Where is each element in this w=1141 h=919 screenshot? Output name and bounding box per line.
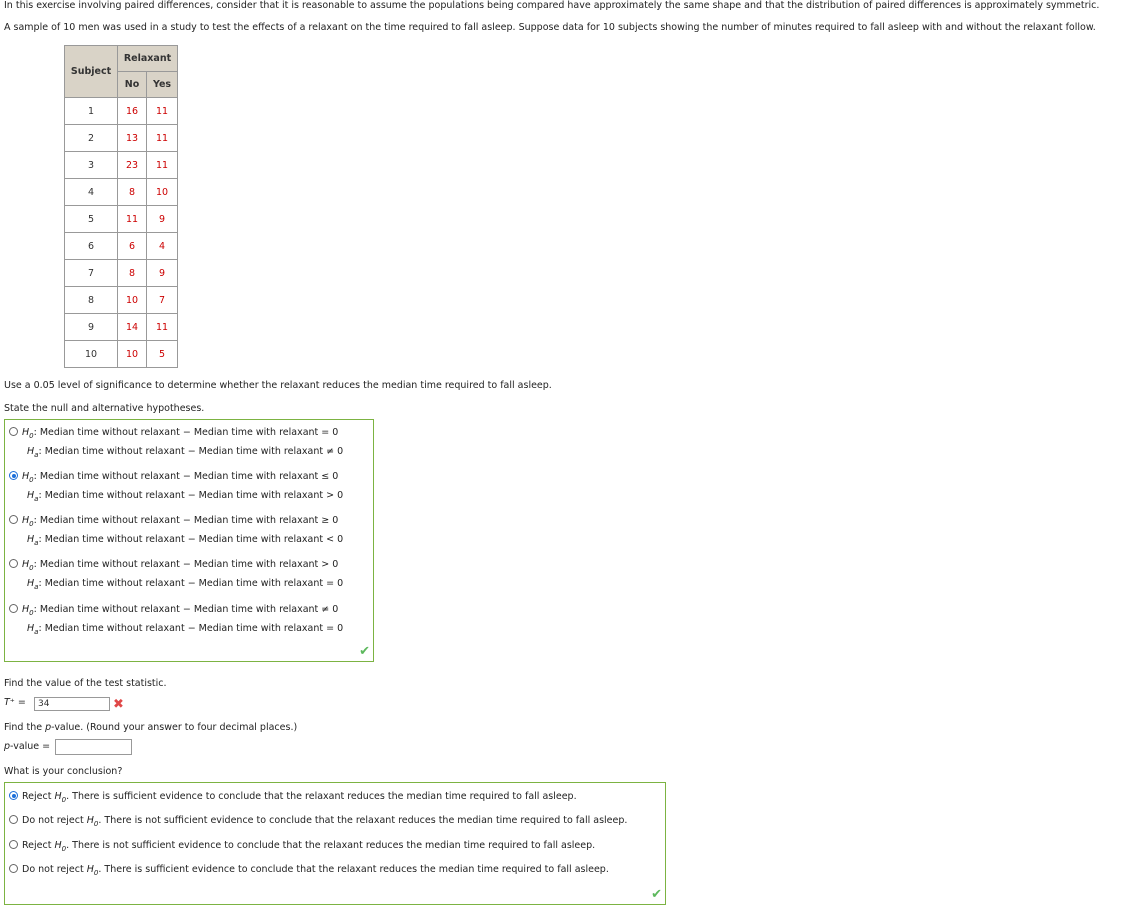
no-value-cell: 13 [118, 125, 147, 152]
cross-icon: ✖ [113, 697, 124, 712]
test-statistic-label [4, 697, 26, 708]
test-statistic-input[interactable]: 34 [34, 697, 110, 711]
no-value-cell: 16 [118, 98, 147, 125]
conclusion-prompt: What is your conclusion? [4, 766, 123, 777]
conclusion-action: Reject [22, 840, 52, 851]
radio-button[interactable] [9, 515, 18, 524]
h0-symbol: $H_0$ [22, 559, 34, 572]
alternative-line: $H_a$: Median time without relaxant − Median time with relaxant ≠ 0 [27, 446, 344, 459]
p-value-label-italic: p [4, 741, 11, 752]
p-value-label-post: -value = [10, 741, 51, 752]
ha-statement: Median time without relaxant − Median time with relaxant < 0 [44, 534, 344, 545]
yes-value-cell: 7 [147, 287, 178, 314]
yes-value-cell: 11 [147, 314, 178, 341]
no-value-cell: 23 [118, 152, 147, 179]
h0-symbol: $H_0$ [54, 791, 67, 804]
table-row [65, 314, 178, 341]
conclusion-text: There is not sufficient evidence to conclude that the relaxant reduces the median time required to fall asleep. [104, 815, 628, 826]
h0-symbol: $H_0$ [22, 604, 34, 617]
ha-statement: Median time without relaxant − Median time with relaxant = 0 [44, 623, 344, 634]
h0-symbol: $H_0$ [22, 515, 34, 528]
radio-button[interactable] [9, 791, 18, 800]
hypotheses-answer-box [4, 419, 374, 662]
h0-statement: Median time without relaxant − Median time with relaxant = 0 [39, 427, 339, 438]
table-row [65, 260, 178, 287]
yes-value-cell: 9 [147, 206, 178, 233]
conclusion-text: There is sufficient evidence to conclude that the relaxant reduces the median time required to fall asleep. [104, 864, 609, 875]
p-value-prompt-italic: p [45, 722, 52, 733]
intro-line-1: In this exercise involving paired differences, consider that it is reasonable to assume the populations being compared have approximately the same shape and that the distribution of paired differences is approximately symmetric. [4, 0, 1100, 11]
h0-statement: Median time without relaxant − Median time with relaxant ≥ 0 [39, 515, 339, 526]
h0-symbol: $H_0$ [86, 864, 99, 877]
no-value-cell: 10 [118, 287, 147, 314]
test-statistic-prompt: Find the value of the test statistic. [4, 678, 167, 689]
h0-statement: Median time without relaxant − Median time with relaxant ≠ 0 [39, 604, 339, 615]
alternative-line: $H_a$: Median time without relaxant − Median time with relaxant = 0 [27, 623, 344, 636]
yes-header: Yes [147, 72, 178, 98]
radio-button[interactable] [9, 471, 18, 480]
p-value-prompt [4, 722, 297, 733]
radio-button[interactable] [9, 427, 18, 436]
radio-button[interactable] [9, 864, 18, 873]
subject-header: Subject [65, 46, 118, 98]
p-value-label [4, 741, 50, 752]
h0-statement: Median time without relaxant − Median time with relaxant ≤ 0 [39, 471, 339, 482]
conclusion-action: Do not reject [22, 864, 84, 875]
table-body [65, 98, 178, 368]
ha-statement: Median time without relaxant − Median time with relaxant ≠ 0 [44, 446, 344, 457]
yes-value-cell: 5 [147, 341, 178, 368]
no-value-cell: 10 [118, 341, 147, 368]
ha-symbol: $H_a$ [27, 578, 39, 591]
test-statistic-symbol: T⁺ = [4, 697, 26, 708]
ha-symbol: $H_a$ [27, 623, 39, 636]
alternative-line: $H_a$: Median time without relaxant − Median time with relaxant = 0 [27, 578, 344, 591]
yes-value-cell: 11 [147, 152, 178, 179]
ha-symbol: $H_a$ [27, 490, 39, 503]
intro-line-2: A sample of 10 men was used in a study to test the effects of a relaxant on the time required to fall asleep. Suppose data for 10 subjects showing the number of minutes required to fall asleep with and without the relaxant follow. [4, 22, 1096, 33]
p-value-prompt-post: -value. (Round your answer to four decimal places.) [51, 722, 298, 733]
conclusion-option[interactable]: Do not reject $H_0$. There is not sufficient evidence to conclude that the relaxant reduces the median time required to fall asleep. [9, 815, 627, 828]
h0-statement: Median time without relaxant − Median time with relaxant > 0 [39, 559, 339, 570]
ha-statement: Median time without relaxant − Median time with relaxant = 0 [44, 578, 344, 589]
conclusion-answer-box [4, 782, 666, 905]
radio-button[interactable] [9, 559, 18, 568]
no-value-cell: 8 [118, 260, 147, 287]
alternative-line: $H_a$: Median time without relaxant − Median time with relaxant < 0 [27, 534, 344, 547]
hypothesis-option[interactable]: $H_0$: Median time without relaxant − Median time with relaxant = 0 [9, 427, 338, 440]
no-value-cell: 8 [118, 179, 147, 206]
radio-button[interactable] [9, 815, 18, 824]
ha-symbol: $H_a$ [27, 446, 39, 459]
table-row [65, 341, 178, 368]
p-value-prompt-pre: Find the [4, 722, 46, 733]
table-row [65, 206, 178, 233]
no-value-cell: 14 [118, 314, 147, 341]
subject-cell: 5 [65, 206, 118, 233]
yes-value-cell: 10 [147, 179, 178, 206]
no-value-cell: 11 [118, 206, 147, 233]
subject-cell: 6 [65, 233, 118, 260]
table-row [65, 98, 178, 125]
hypothesis-option[interactable]: $H_0$: Median time without relaxant − Median time with relaxant ≤ 0 [9, 471, 338, 484]
conclusion-action: Reject [22, 791, 52, 802]
yes-value-cell: 9 [147, 260, 178, 287]
h0-symbol: $H_0$ [22, 471, 34, 484]
hypothesis-option[interactable]: $H_0$: Median time without relaxant − Median time with relaxant > 0 [9, 559, 338, 572]
conclusion-option[interactable]: Do not reject $H_0$. There is sufficient evidence to conclude that the relaxant reduces the median time required to fall asleep. [9, 864, 609, 877]
yes-value-cell: 11 [147, 125, 178, 152]
table-row [65, 152, 178, 179]
yes-value-cell: 11 [147, 98, 178, 125]
conclusion-action: Do not reject [22, 815, 84, 826]
subject-cell: 2 [65, 125, 118, 152]
check-icon: ✔ [359, 644, 370, 659]
data-table [64, 45, 178, 368]
h0-symbol: $H_0$ [86, 815, 99, 828]
table-row [65, 233, 178, 260]
hypotheses-prompt: State the null and alternative hypotheses. [4, 403, 205, 414]
p-value-input[interactable] [55, 739, 132, 755]
table-row [65, 125, 178, 152]
subject-cell: 9 [65, 314, 118, 341]
ha-symbol: $H_a$ [27, 534, 39, 547]
h0-symbol: $H_0$ [22, 427, 34, 440]
ha-statement: Median time without relaxant − Median time with relaxant > 0 [44, 490, 344, 501]
no-value-cell: 6 [118, 233, 147, 260]
table-row [65, 179, 178, 206]
check-icon: ✔ [651, 887, 662, 902]
hypothesis-option[interactable]: $H_0$: Median time without relaxant − Median time with relaxant ≥ 0 [9, 515, 338, 528]
subject-cell: 4 [65, 179, 118, 206]
alternative-line: $H_a$: Median time without relaxant − Median time with relaxant > 0 [27, 490, 344, 503]
table-row [65, 287, 178, 314]
significance-text: Use a 0.05 level of significance to determine whether the relaxant reduces the median time required to fall asleep. [4, 380, 552, 391]
conclusion-option[interactable]: Reject $H_0$. There is sufficient evidence to conclude that the relaxant reduces the median time required to fall asleep. [9, 791, 577, 804]
conclusion-text: There is sufficient evidence to conclude that the relaxant reduces the median time required to fall asleep. [72, 791, 577, 802]
conclusion-text: There is not sufficient evidence to conclude that the relaxant reduces the median time required to fall asleep. [72, 840, 596, 851]
hypothesis-option[interactable]: $H_0$: Median time without relaxant − Median time with relaxant ≠ 0 [9, 604, 338, 617]
conclusion-option[interactable]: Reject $H_0$. There is not sufficient evidence to conclude that the relaxant reduces the median time required to fall asleep. [9, 840, 595, 853]
no-header: No [118, 72, 147, 98]
yes-value-cell: 4 [147, 233, 178, 260]
subject-cell: 10 [65, 341, 118, 368]
subject-cell: 3 [65, 152, 118, 179]
h0-symbol: $H_0$ [54, 840, 67, 853]
subject-cell: 1 [65, 98, 118, 125]
radio-button[interactable] [9, 840, 18, 849]
subject-cell: 7 [65, 260, 118, 287]
radio-button[interactable] [9, 604, 18, 613]
relaxant-header: Relaxant [118, 46, 178, 72]
subject-cell: 8 [65, 287, 118, 314]
